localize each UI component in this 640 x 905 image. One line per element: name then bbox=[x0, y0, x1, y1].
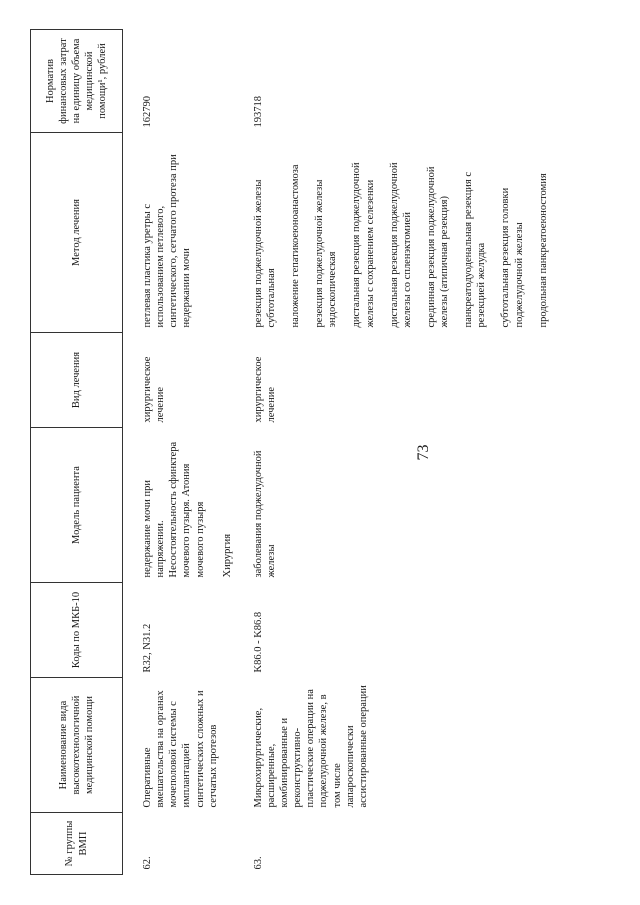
cell-name: Оперативные вмешательства на органах мочеполовой системы с имплантацией синтетических сложных и сетчатых протезов bbox=[142, 690, 219, 808]
header-group: № группы ВМП bbox=[31, 813, 123, 875]
method-item: продольная панкреатоеюностомия bbox=[537, 173, 549, 328]
model-text: заболевания поджелудочной железы bbox=[252, 450, 277, 578]
header-name: Наименование вида высокотехнологичной медицинской помощи bbox=[31, 678, 123, 813]
cell-model bbox=[123, 428, 244, 583]
method-item: срединная резекция поджелудочной железы (атипичная резекция) bbox=[425, 166, 450, 328]
header-treatment: Вид лечения bbox=[31, 333, 123, 428]
cell-norm: 162790 bbox=[142, 96, 153, 128]
table-row bbox=[244, 30, 565, 875]
method-item: дистальная резекция поджелудочной железы с сохранением селезенки bbox=[351, 162, 376, 328]
table-header-row bbox=[31, 30, 123, 875]
header-norm: Норматив финансовых затрат на единицу объема медицинской помощи¹, рублей bbox=[31, 30, 123, 133]
vmp-table bbox=[30, 29, 565, 875]
method-item: дистальная резекция поджелудочной железы со спленэктомией bbox=[388, 162, 413, 328]
method-item: наложение гепатикоеюноанастомоза bbox=[290, 164, 301, 328]
method-item: петлевая пластика уретры с использованием петлевого, синтетического, сетчатого протеза при недержании мочи bbox=[142, 154, 193, 328]
header-icd: Коды по МКБ-10 bbox=[31, 583, 123, 678]
cell-model bbox=[244, 428, 565, 583]
method-item: резекция поджелудочной железы субтотальная bbox=[252, 179, 277, 328]
cell-method bbox=[123, 133, 244, 333]
cell-norm: 193718 bbox=[252, 96, 264, 128]
table-row bbox=[123, 30, 244, 875]
cell-group: 63. bbox=[252, 856, 264, 870]
model-text: недержание мочи при напряжении. Несостоятельность сфинктера мочевого пузыря. Атония мочевого пузыря bbox=[142, 441, 206, 578]
cell-icd: K86.0 - K86.8 bbox=[252, 611, 264, 673]
method-item: субтотальная резекция головки поджелудочной железы bbox=[500, 187, 525, 328]
cell-treatment: хирургическое лечение bbox=[252, 356, 277, 423]
cell-treatment: хирургическое лечение bbox=[142, 356, 167, 423]
method-item: панкреатодуоденальная резекция с резекцией желудка bbox=[463, 171, 488, 328]
header-model: Модель пациента bbox=[31, 428, 123, 583]
method-item: резекция поджелудочной железы эндоскопическая bbox=[314, 179, 339, 328]
header-method: Метод лечения bbox=[31, 133, 123, 333]
page-number: 73 bbox=[415, 444, 432, 461]
cell-icd: R32, N31.2 bbox=[142, 623, 153, 673]
cell-group: 62. bbox=[142, 856, 153, 870]
cell-method bbox=[244, 133, 565, 333]
section-heading: Хирургия bbox=[221, 533, 233, 578]
cell-name: Микрохирургические, расширенные, комбинированные и реконструктивно-пластические операции на поджелудочной железе, в том числе лапароскопически ассистированные операции bbox=[252, 685, 369, 808]
